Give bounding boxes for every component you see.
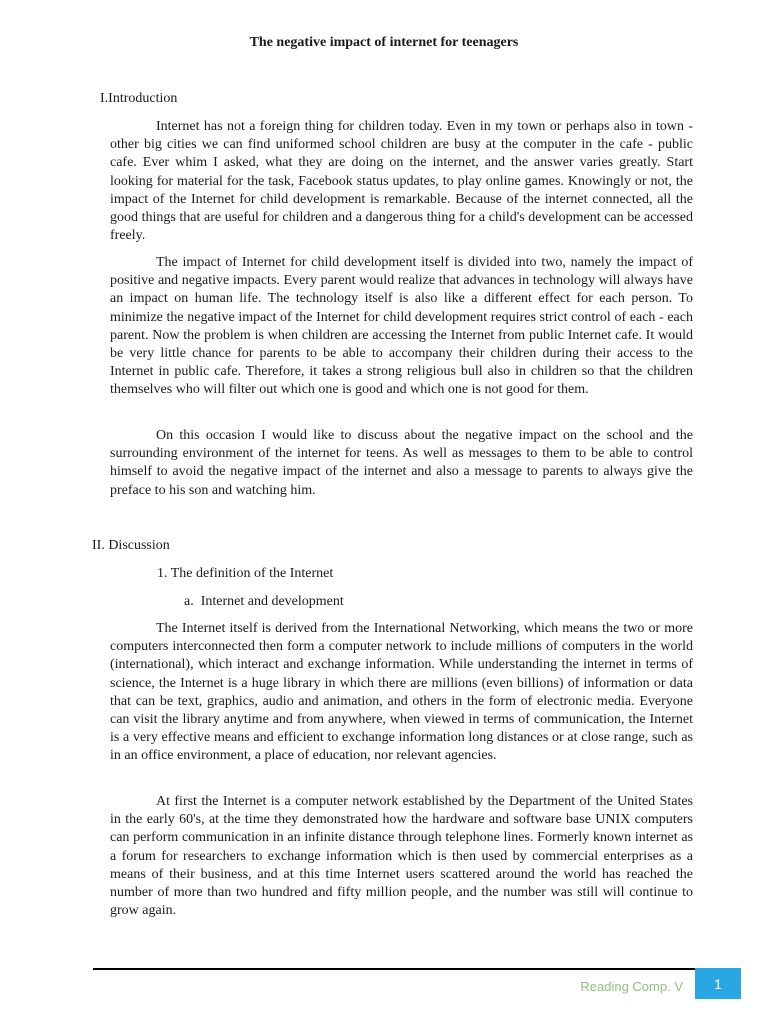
footer-divider bbox=[93, 968, 695, 970]
page-number: 1 bbox=[714, 975, 722, 992]
footer-label: Reading Comp. V bbox=[580, 979, 683, 994]
subheading-internet-development: a. Internet and development bbox=[184, 594, 344, 609]
discussion-paragraph-2: At first the Internet is a computer network established by the Department of the United States in the early 60's, at the time they demonstrated how the hardware and software base UNIX computers can perform communication in an infinite distance through telephone lines. Formerly known internet as a forum for researchers to exchange information which is then used by commercial enterprises as a means of their business, and at this time Internet users scattered around the world has reached the number of more than two hundred and fifty million people, and the number was still will continue to grow again. bbox=[110, 794, 693, 919]
intro-paragraph-3: On this occasion I would like to discuss about the negative impact on the school and the surrounding environment of the internet for teens. As well as messages to them to be able to control himself to avoid the negative impact of the internet and also a message to parents to always give the preface to his son and watching him. bbox=[110, 428, 693, 498]
intro-paragraph-2: The impact of Internet for child development itself is divided into two, namely the impact of positive and negative impacts. Every parent would realize that advances in technology will always have an impact on human life. The technology itself is also like a different effect for each person. To minimize the negative impact of the Internet for child development requires strict control of each - each parent. Now the problem is when children are accessing the Internet from public Internet cafe. It would be very little chance for parents to be able to accompany their children during their access to the Internet in public cafe. Therefore, it takes a strong religious bull also in children so that the children themselves who will filter out which one is good and which one is not good for them. bbox=[110, 255, 693, 398]
section-heading-discussion: II. Discussion bbox=[92, 538, 170, 553]
discussion-paragraph-1: The Internet itself is derived from the International Networking, which means the two or more computers interconnected then form a computer network to include millions of computers in the world (international), which interact and exchange information. While understanding the internet in terms of science, the Internet is a huge library in which there are millions (even billions) of information or data that can be text, graphics, audio and animation, and others in the form of electronic media. Everyone can visit the library anytime and from anywhere, when viewed in terms of communication, the Internet is a very effective means and efficient to exchange information long distances or at close range, such as in an office environment, a place of education, nor relevant agencies. bbox=[110, 621, 693, 764]
subheading-definition: 1. The definition of the Internet bbox=[157, 566, 334, 581]
intro-paragraph-1: Internet has not a foreign thing for children today. Even in my town or perhaps also in town - other big cities we can find uniformed school children are busy at the computer in the cafe - public cafe. Ever whim I asked, what they are doing on the internet, and the answer varies greatly. Start looking for material for the task, Facebook status updates, to play online games. Knowingly or not, the impact of the Internet for child development is remarkable. Because of the internet connected, all the good things that are useful for children and a dangerous thing for a child's development can be accessed freely. bbox=[110, 119, 693, 244]
page-number-badge bbox=[695, 968, 741, 999]
document-title: The negative impact of internet for teenagers bbox=[249, 35, 519, 50]
section-heading-introduction: I.Introduction bbox=[100, 91, 178, 106]
